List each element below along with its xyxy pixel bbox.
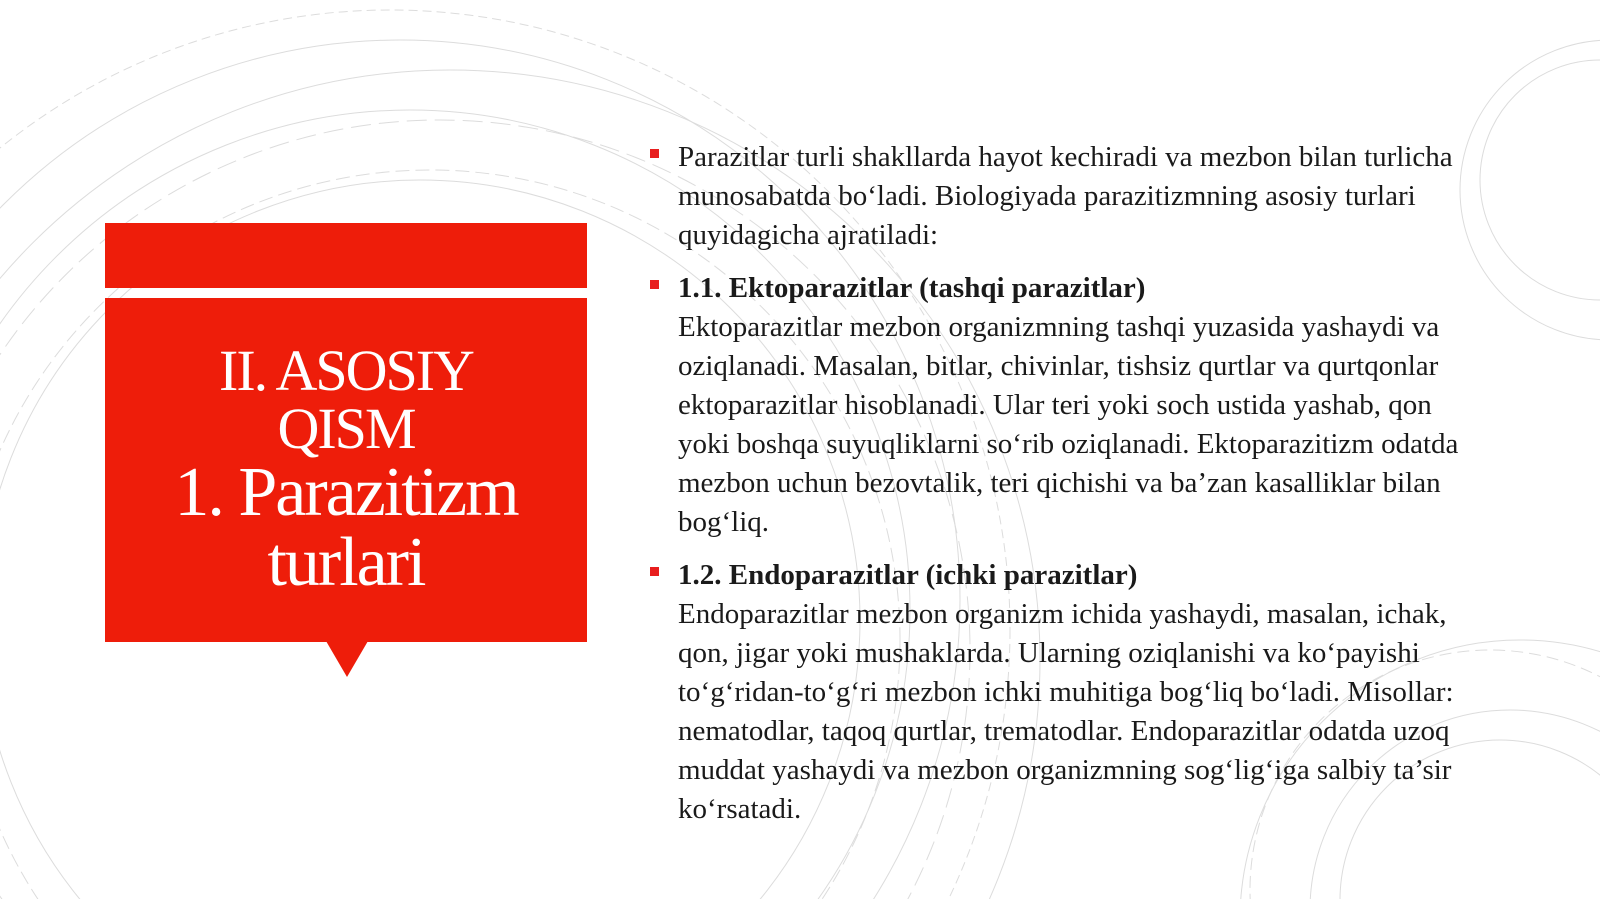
bullet-item-endoparazitlar — [650, 556, 1490, 829]
slide-content — [650, 138, 1490, 843]
square-bullet-icon — [650, 567, 659, 576]
bullet-item-intro — [650, 138, 1490, 255]
title-line-3: 1. Parazitizm — [174, 454, 518, 531]
title-box — [105, 298, 587, 642]
bullet-heading: 1.2. Endoparazitlar (ichki parazitlar) — [678, 559, 1138, 591]
title-accent-bar — [105, 223, 587, 288]
bullet-text: Parazitlar turli shakllarda hayot kechiradi va mezbon bilan turlicha munosabatda bo‘ladi. Biologiyada parazitizmning asosiy turlari quyidagicha ajratiladi: — [678, 141, 1453, 251]
title-callout-pointer — [326, 641, 368, 677]
bullet-text: Ektoparazitlar mezbon organizmning tashqi yuzasida yashaydi va oziqlanadi. Masalan, bitlar, chivinlar, tishsiz qurtlar va qurtqonlar ektoparazitlar hisoblanadi. Ular teri yoki soch ustida yashab, qon yoki boshqa suyuqliklarni so‘rib oziqlanadi. Ektoparazitizm odatda mezbon uchun bezovtalik, teri qichishi va ba’zan kasalliklar bilan bog‘liq. — [678, 311, 1459, 538]
bullet-text: Endoparazitlar mezbon organizm ichida yashaydi, masalan, ichak, qon, jigar yoki mushaklarda. Ularning oziqlanishi va ko‘payishi to‘g‘ridan-to‘g‘ri mezbon ichki muhitiga bog‘liq bo‘ladi. Misollar: nematodlar, taqoq qurtlar, trematodlar. Endoparazitlar odatda uzoq muddat yashaydi va mezbon organizmning sog‘lig‘iga salbiy ta’sir ko‘rsatadi. — [678, 598, 1454, 825]
title-line-1: II. ASOSIY — [219, 338, 473, 403]
square-bullet-icon — [650, 280, 659, 289]
title-line-2: QISM — [277, 396, 415, 461]
bullet-item-ektoparazitlar — [650, 269, 1490, 542]
square-bullet-icon — [650, 149, 659, 158]
title-line-4: turlari — [267, 524, 425, 601]
bullet-heading: 1.1. Ektoparazitlar (tashqi parazitlar) — [678, 272, 1146, 304]
